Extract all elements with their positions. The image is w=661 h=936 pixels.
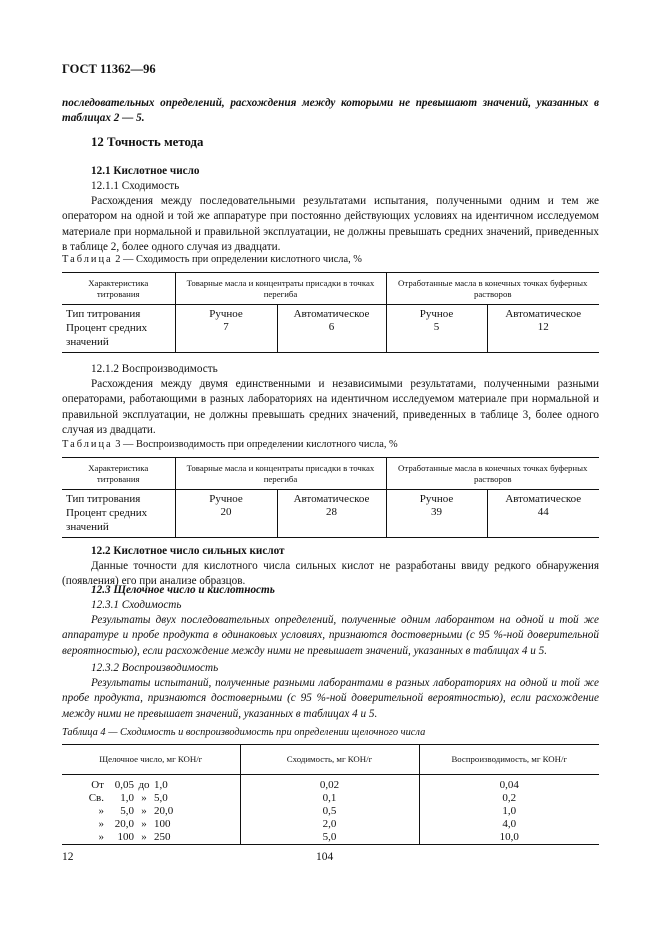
table-row [62, 805, 599, 818]
table4-reproducibility-cell: 10,0 [419, 831, 599, 845]
table4-range-cell [62, 792, 240, 805]
section-12-3-2-title: 12.3.2 Воспроизводимость [91, 662, 219, 674]
table4-repeatability-cell: 0,1 [240, 792, 419, 805]
table2-cell: 7 [175, 321, 277, 353]
table2-header-fresh-oils: Товарные масла и концентраты присадки в точках перегиба [175, 273, 386, 305]
table2-cell: Процент средних значений [62, 321, 175, 353]
document-header: ГОСТ 11362—96 [62, 62, 156, 76]
table4-range-part: » [141, 805, 147, 817]
intro-paragraph: последовательных определений, расхождения между которыми не превышают значений, указанных в таблицах 2 — 5. [62, 97, 599, 125]
table4-repeatability-cell: 5,0 [240, 831, 419, 845]
table4-range-part: » [98, 805, 104, 817]
table4-range-part: » [141, 831, 147, 843]
table4-range-part: 20,0 [154, 805, 174, 817]
table2-header-used-oils: Отработанные масла в конечных точках буферных растворов [386, 273, 599, 305]
table3-caption [62, 439, 398, 450]
table4-reproducibility-cell: 4,0 [419, 818, 599, 831]
table2-cell: 5 [386, 321, 487, 353]
table-3 [62, 457, 599, 538]
table4-repeatability-cell: 2,0 [240, 818, 419, 831]
table2-cell: Автоматическое [487, 305, 599, 321]
table4-range-part: 20,0 [114, 818, 134, 830]
section-12-3-title: 12.3 Щелочное число и кислотность [91, 584, 275, 596]
table2-cell: Тип титрования [66, 308, 141, 320]
table-row [62, 490, 599, 506]
table2-header-characteristic: Характеристика титрования [62, 273, 175, 305]
table4-reproducibility-cell: 0,04 [419, 775, 599, 793]
table2-cell: 6 [277, 321, 386, 353]
table3-cell: Тип титрования [66, 493, 141, 505]
table4-range-part: 100 [117, 831, 134, 843]
table4-body [62, 775, 599, 845]
table4-repeatability-cell: 0,02 [240, 775, 419, 793]
table3-cell: Автоматическое [277, 490, 386, 506]
table4-range-part: до [138, 779, 150, 791]
table-row [62, 305, 599, 321]
table2-cell: Ручное [386, 305, 487, 321]
section-12-1-2-title: 12.1.2 Воспроизводимость [91, 363, 218, 375]
page-number-center: 104 [316, 851, 334, 863]
table4-range-cell [62, 818, 240, 831]
table4-reproducibility-cell: 1,0 [419, 805, 599, 818]
table3-cell: 44 [487, 506, 599, 538]
table-row [62, 321, 599, 353]
table4-range-part: Св. [88, 792, 104, 804]
table4-caption: Таблица 4 — Сходимость и воспроизводимость при определении щелочного числа [62, 727, 426, 738]
table-row [62, 506, 599, 538]
table3-header-used-oils: Отработанные масла в конечных точках буферных растворов [386, 458, 599, 490]
section-12-1-1-title: 12.1.1 Сходимость [91, 180, 180, 192]
table4-header-base-number: Щелочное число, мг КОН/г [62, 745, 240, 775]
section-12-3-2-paragraph: Результаты испытаний, полученные разными лаборантами в разных лабораториях на одной и той же пробе продукта, признаются достоверными (с 95 %-ной доверительной вероятностью), если расхождение между ними не превышает значений, указанных в таблицах 4 и 5. [62, 677, 599, 720]
section-12-1-title: 12.1 Кислотное число [91, 165, 200, 177]
table2-cell: Ручное [175, 305, 277, 321]
table-2 [62, 272, 599, 353]
section-12-1-1-paragraph: Расхождения между последовательными результатами испытания, полученными одним и тем же оператором на одной и той же аппаратуре при постоянно действующих условиях на идентичном исследуемом материале при нормальной и правильной эксплуатации, не должны превышать средних значений, приведенных в таблице 2, более одного случая из двадцати. [62, 195, 599, 253]
table3-caption-text: 3 — Воспроизводимость при определении кислотного числа, % [115, 439, 398, 450]
table2-caption-text: 2 — Сходимость при определении кислотного числа, % [115, 254, 362, 265]
table3-cell: 28 [277, 506, 386, 538]
section-12-3-1-title: 12.3.1 Сходимость [91, 599, 182, 611]
table4-range-part: 250 [154, 831, 171, 843]
section-12-3-1-paragraph: Результаты двух последовательных определений, полученные одним лаборантом на одной и той же аппаратуре и пробе продукта в одинаковых условиях, признаются достоверными (с 95 %-ной доверительной вероятностью), если расхождение между ними не превышает значений, указанных в таблицах 4 и 5. [62, 614, 599, 657]
section-12-2-paragraph: Данные точности для кислотного числа сильных кислот не разработаны ввиду редкого обнаружения (появления) его при анализе образцов. [62, 560, 599, 588]
table2-caption [62, 254, 362, 265]
table4-range-part: 1,0 [154, 779, 168, 791]
table-row [62, 792, 599, 805]
table3-cell: 39 [386, 506, 487, 538]
table4-header-reproducibility: Воспроизводимость, мг КОН/г [419, 745, 599, 775]
table4-range-part: » [141, 818, 147, 830]
table3-caption-label: Таблица [62, 439, 113, 450]
table4-range-part: » [98, 831, 104, 843]
section-12-title: 12 Точность метода [91, 135, 204, 149]
table3-cell: Ручное [175, 490, 277, 506]
table4-range-cell [62, 805, 240, 818]
table-4 [62, 744, 599, 845]
table3-header-characteristic: Характеристика титрования [62, 458, 175, 490]
table-row [62, 775, 599, 793]
table4-range-part: » [98, 818, 104, 830]
table4-header-repeatability: Сходимость, мг КОН/г [240, 745, 419, 775]
table4-range-part: 1,0 [120, 792, 134, 804]
table-row [62, 831, 599, 845]
table3-cell: Автоматическое [487, 490, 599, 506]
table-row [62, 818, 599, 831]
table4-reproducibility-cell: 0,2 [419, 792, 599, 805]
table4-range-part: От [91, 779, 104, 791]
table3-header-fresh-oils: Товарные масла и концентраты присадки в точках перегиба [175, 458, 386, 490]
table3-cell: Процент средних значений [62, 506, 175, 538]
table4-range-part: 0,05 [114, 779, 134, 791]
table2-caption-label: Таблица [62, 254, 113, 265]
table4-range-cell [62, 775, 240, 793]
table4-range-part: » [141, 792, 147, 804]
table4-range-part: 100 [154, 818, 171, 830]
table2-cell: 12 [487, 321, 599, 353]
table3-cell: 20 [175, 506, 277, 538]
page-number-left: 12 [62, 851, 74, 863]
table3-cell: Ручное [386, 490, 487, 506]
table2-cell: Автоматическое [277, 305, 386, 321]
table4-repeatability-cell: 0,5 [240, 805, 419, 818]
table4-range-part: 5,0 [120, 805, 134, 817]
section-12-1-2-paragraph: Расхождения между двумя единственными и независимыми результатами, полученными разными операторами, работающими в разных лабораториях на идентичном исследуемом материале при нормальной и правильной эксплуатации, не должны превышать средних значений, приведенных в таблице 3, более одного случая из двадцати. [62, 378, 599, 436]
table4-range-cell [62, 831, 240, 845]
section-12-2-title: 12.2 Кислотное число сильных кислот [91, 545, 285, 557]
table4-range-part: 5,0 [154, 792, 168, 804]
